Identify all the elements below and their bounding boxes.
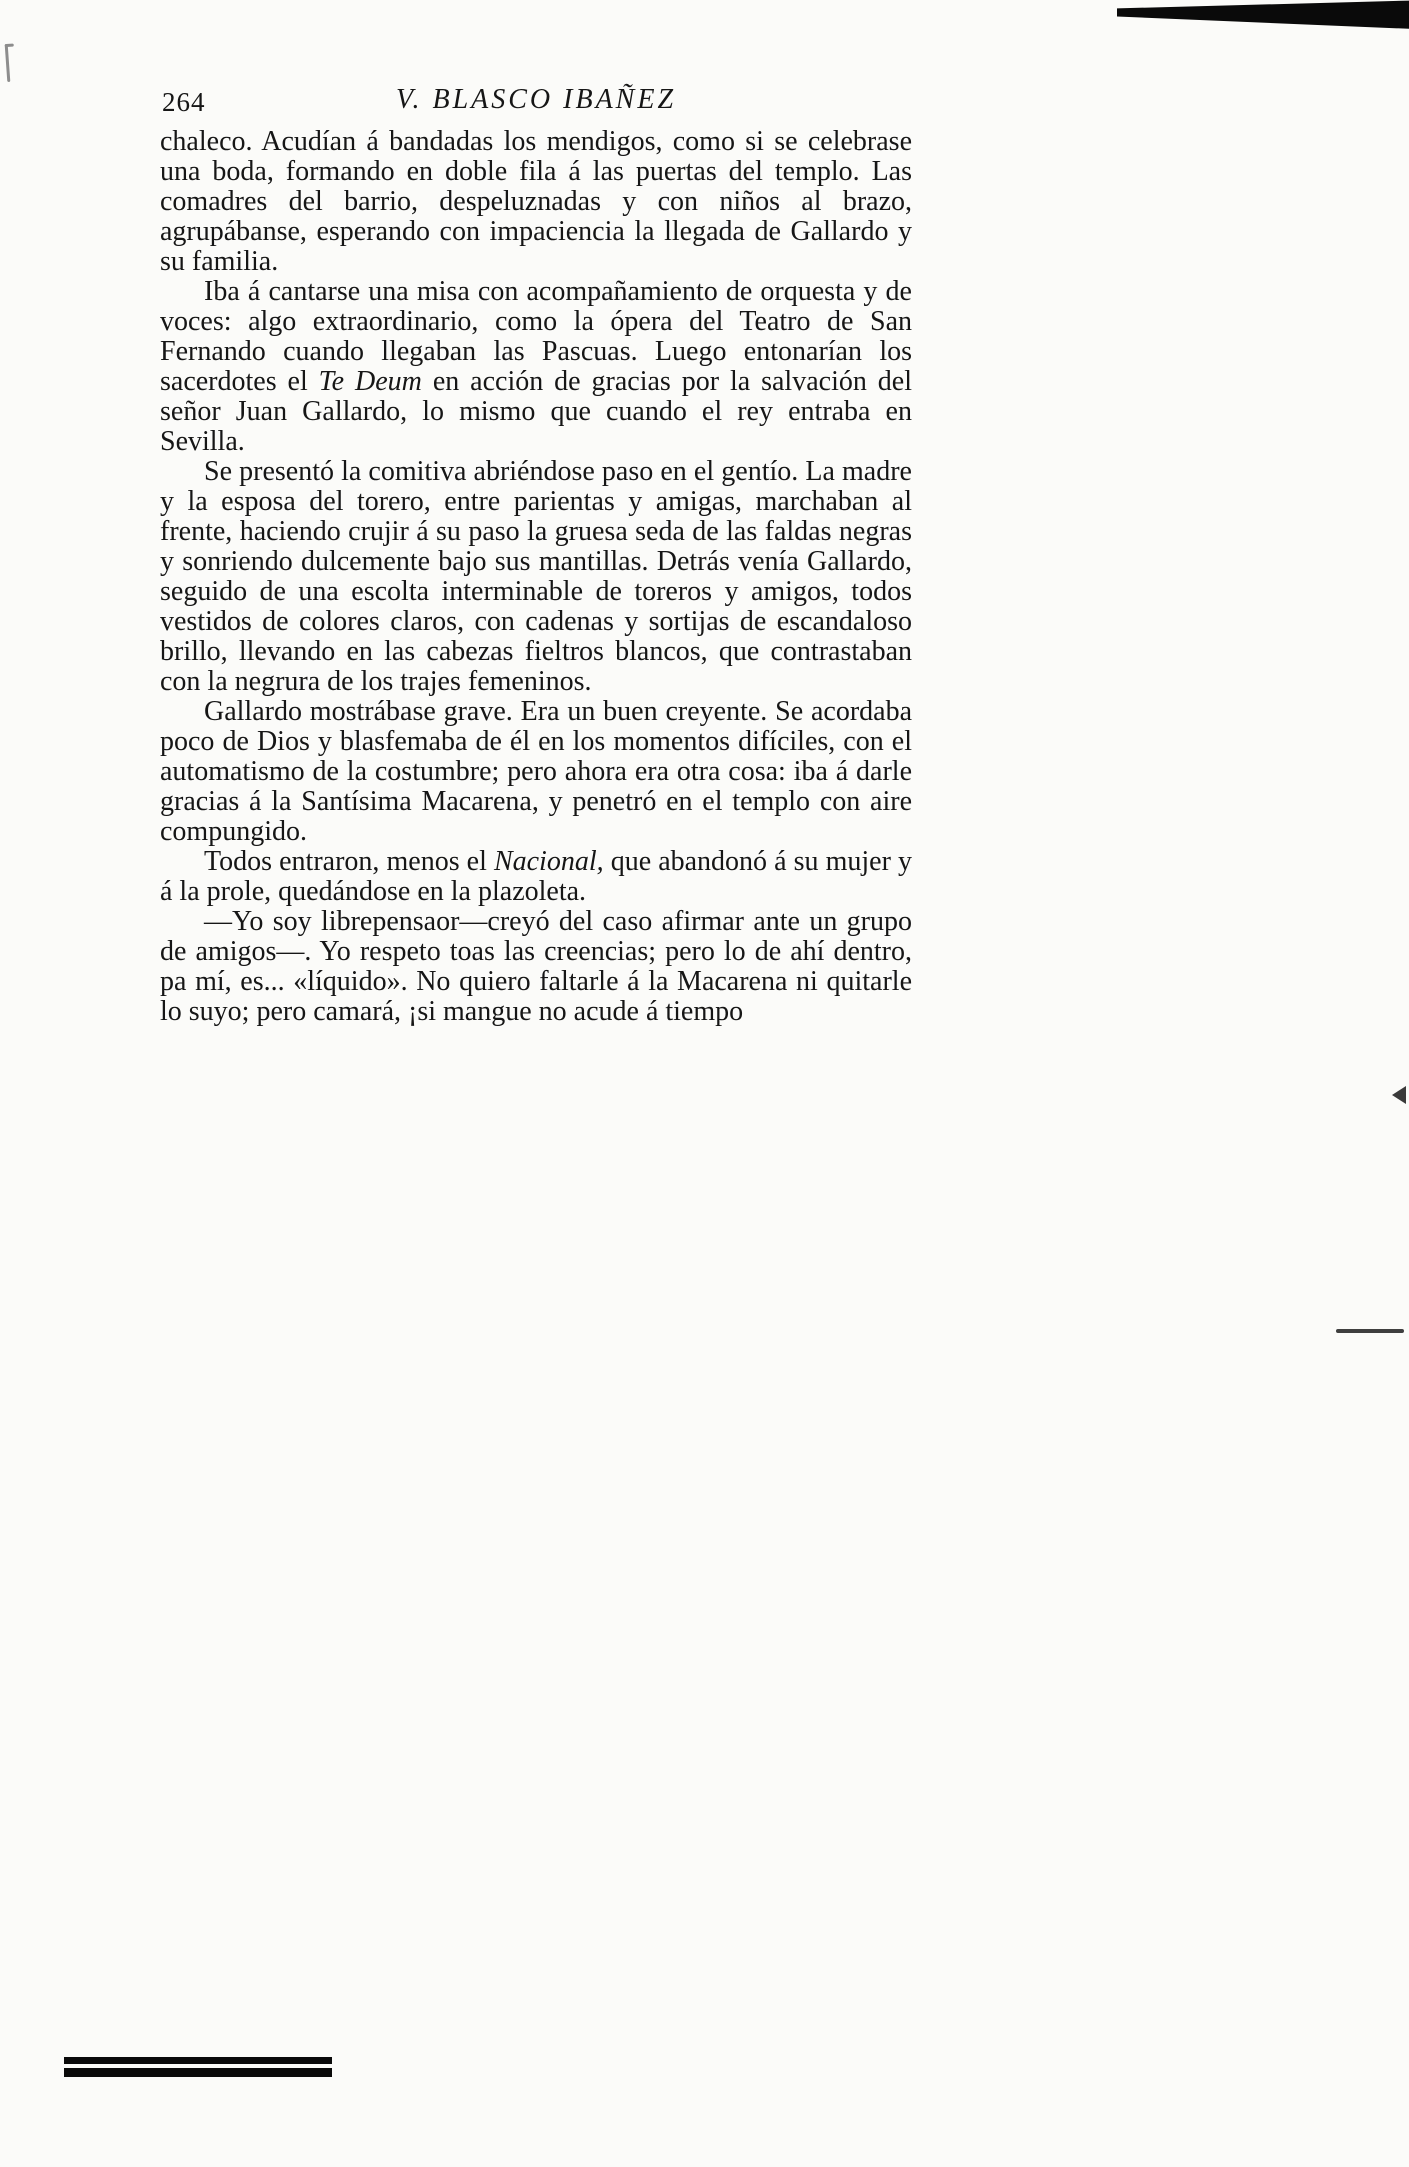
text-block bbox=[160, 127, 912, 1027]
italic-phrase-te-deum: Te Deum bbox=[318, 366, 422, 397]
paragraph-5 bbox=[160, 847, 912, 907]
paragraph-2 bbox=[160, 277, 912, 457]
text-segment: Iba á cantarse una misa con acompañamiento de orquesta y de voces: algo extraordinario, como la ópera del Teatro de San Fernando cuando llegaban las Pascuas. Luego entonarían los sacerdotes el bbox=[160, 276, 912, 397]
text-segment: —Yo soy librepensaor—creyó del caso afirmar ante un grupo de amigos—. Yo respeto toas las creencias; pero lo de ahí dentro, pa mí, es... «líquido». No quiero faltarle á la Macarena ni quitarle lo suyo; pero camará, ¡si mangue no acude á tiempo bbox=[160, 906, 912, 1027]
text-segment: que abandonó á su mujer y á la prole, quedándose en la plazoleta. bbox=[160, 846, 913, 907]
italic-phrase-nacional: Nacional, bbox=[493, 846, 604, 877]
page-number: 264 bbox=[162, 87, 206, 117]
page-header bbox=[160, 84, 912, 120]
running-title: V. BLASCO IBAÑEZ bbox=[395, 84, 677, 115]
text-segment: Gallardo mostrábase grave. Era un buen creyente. Se acordaba poco de Dios y blasfemaba de él en los momentos difíciles, con el automatismo de la costumbre; pero ahora era otra cosa: iba á darle gracias á la Santísima Macarena, y penetró en el templo con aire compungido. bbox=[160, 696, 912, 847]
paragraph-3 bbox=[160, 457, 912, 697]
scan-artifact-top-right-bar bbox=[1117, 0, 1409, 30]
text-segment: Se presentó la comitiva abriéndose paso en el gentío. La madre y la esposa del torero, entre parientas y amigas, marchaban al frente, haciendo crujir á su paso la gruesa seda de las faldas negras y sonriendo dulcemente bajo sus mantillas. Detrás venía Gallardo, seguido de una escolta interminable de toreros y amigos, todos vestidos de colores claros, con cadenas y sortijas de escandaloso brillo, llevando en las cabezas fieltros blancos, que contrastaban con la negrura de los trajes femeninos. bbox=[160, 456, 912, 697]
scan-artifact-left-margin-mark bbox=[5, 44, 11, 82]
scan-artifact-bottom-left-bars bbox=[64, 2057, 332, 2077]
text-segment: en acción de gracias por la salvación del señor Juan Gallardo, lo mismo que cuando el rey entraba en Sevilla. bbox=[160, 366, 912, 457]
paragraph-6 bbox=[160, 907, 912, 1027]
text-segment: chaleco. Acudían á bandadas los mendigos, como si se celebrase una boda, formando en doble fila á las puertas del templo. Las comadres del barrio, despeluznadas y con niños al brazo, agrupábanse, esperando con impaciencia la llegada de Gallardo y su familia. bbox=[160, 126, 912, 277]
paragraph-4 bbox=[160, 697, 912, 847]
text-segment: Todos entraron, menos el bbox=[204, 846, 494, 877]
scan-artifact-right-edge-mark bbox=[1392, 1086, 1406, 1104]
scan-artifact-right-dash bbox=[1336, 1329, 1404, 1333]
paragraph-1 bbox=[160, 127, 912, 277]
